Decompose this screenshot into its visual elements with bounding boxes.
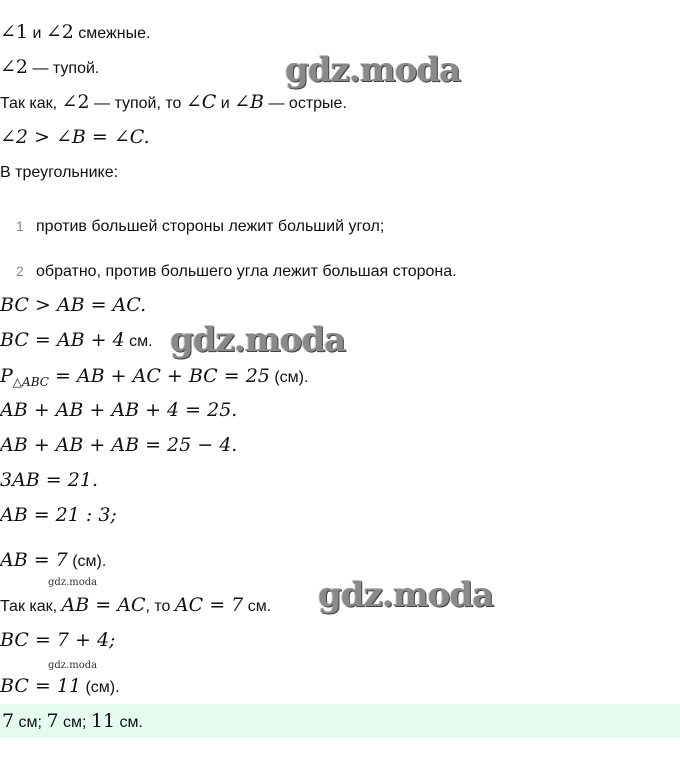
line-sides-compare [0,295,146,317]
text: см. [124,333,153,350]
math: AB = 7 [0,549,68,571]
math: BC = AB + 4 [0,329,125,351]
text: В треугольнике: [0,164,119,181]
text: — тупой, то [89,95,186,112]
line-angle-compare [0,127,150,149]
math: BC > AB = AC. [0,294,147,316]
line-bc-result [0,676,120,698]
math: ∠C [185,91,217,113]
text: , то [145,598,175,615]
math: AB = 21 : 3; [0,504,117,526]
answer-value: 11 [90,710,116,732]
text: Так как, [0,95,62,112]
answer-value: 7 [2,710,15,732]
answer-unit: см; [14,714,47,731]
math: 3AB = 21. [0,469,98,491]
list-text: обратно, против большего угла лежит большая сторона. [36,263,457,280]
math: ∠2 [61,91,90,113]
math: P [0,365,13,387]
math-angle-2: ∠2 [45,21,74,43]
watermark-small-2: gdz.moda [48,660,98,671]
line-acute [0,92,347,114]
text: (см). [269,369,309,386]
line-adjacent-angles [0,22,150,44]
math: AB = AC [61,594,146,616]
math: AB + AB + AB + 4 = 25. [0,399,238,421]
line-obtuse [0,57,99,79]
watermark-3: gdz.moda [318,575,494,615]
line-eq-4 [0,505,117,527]
math-angle-1: ∠1 [0,21,29,43]
text: (см). [67,553,107,570]
text: — острые. [264,95,347,112]
math: AC = 7 [174,594,244,616]
text: см. [243,598,272,615]
list-text: против большей стороны лежит больший угол; [36,218,385,235]
math-subscript: △ABC [12,375,49,389]
text: (см). [81,679,120,696]
line-eq-3 [0,470,98,492]
line-in-triangle [0,163,118,183]
text: и [216,95,235,112]
math: ∠B [234,91,265,113]
list-item-2 [0,261,457,282]
watermark-2: gdz.moda [170,320,346,360]
math: = AB + AC + BC = 25 [48,365,270,387]
list-number: 2 [16,263,24,279]
watermark-1: gdz.moda [285,50,461,90]
answer-unit: см. [115,714,143,731]
answer-value: 7 [46,710,59,732]
text: — тупой. [28,60,100,77]
list-number: 1 [16,218,24,234]
text: смежные. [73,25,151,42]
list-item-1 [0,216,384,237]
line-bc-sum [0,630,115,652]
math: AB + AB + AB = 25 − 4. [0,434,238,456]
watermark-small-1: gdz.moda [48,577,98,588]
line-ac-result [0,595,271,617]
text: Так как, [0,598,62,615]
line-eq-1 [0,400,237,422]
line-bc-expr [0,330,153,352]
math: BC = 11 [0,675,82,697]
line-eq-2 [0,435,237,457]
math-angle-2: ∠2 [0,56,29,78]
line-perimeter [0,366,308,392]
math: BC = 7 + 4; [0,629,116,651]
line-ab-result [0,550,106,572]
text: и [28,25,46,42]
answer-unit: см; [58,714,91,731]
answer-box [0,704,680,738]
math: ∠2 > ∠B = ∠C. [0,126,150,148]
